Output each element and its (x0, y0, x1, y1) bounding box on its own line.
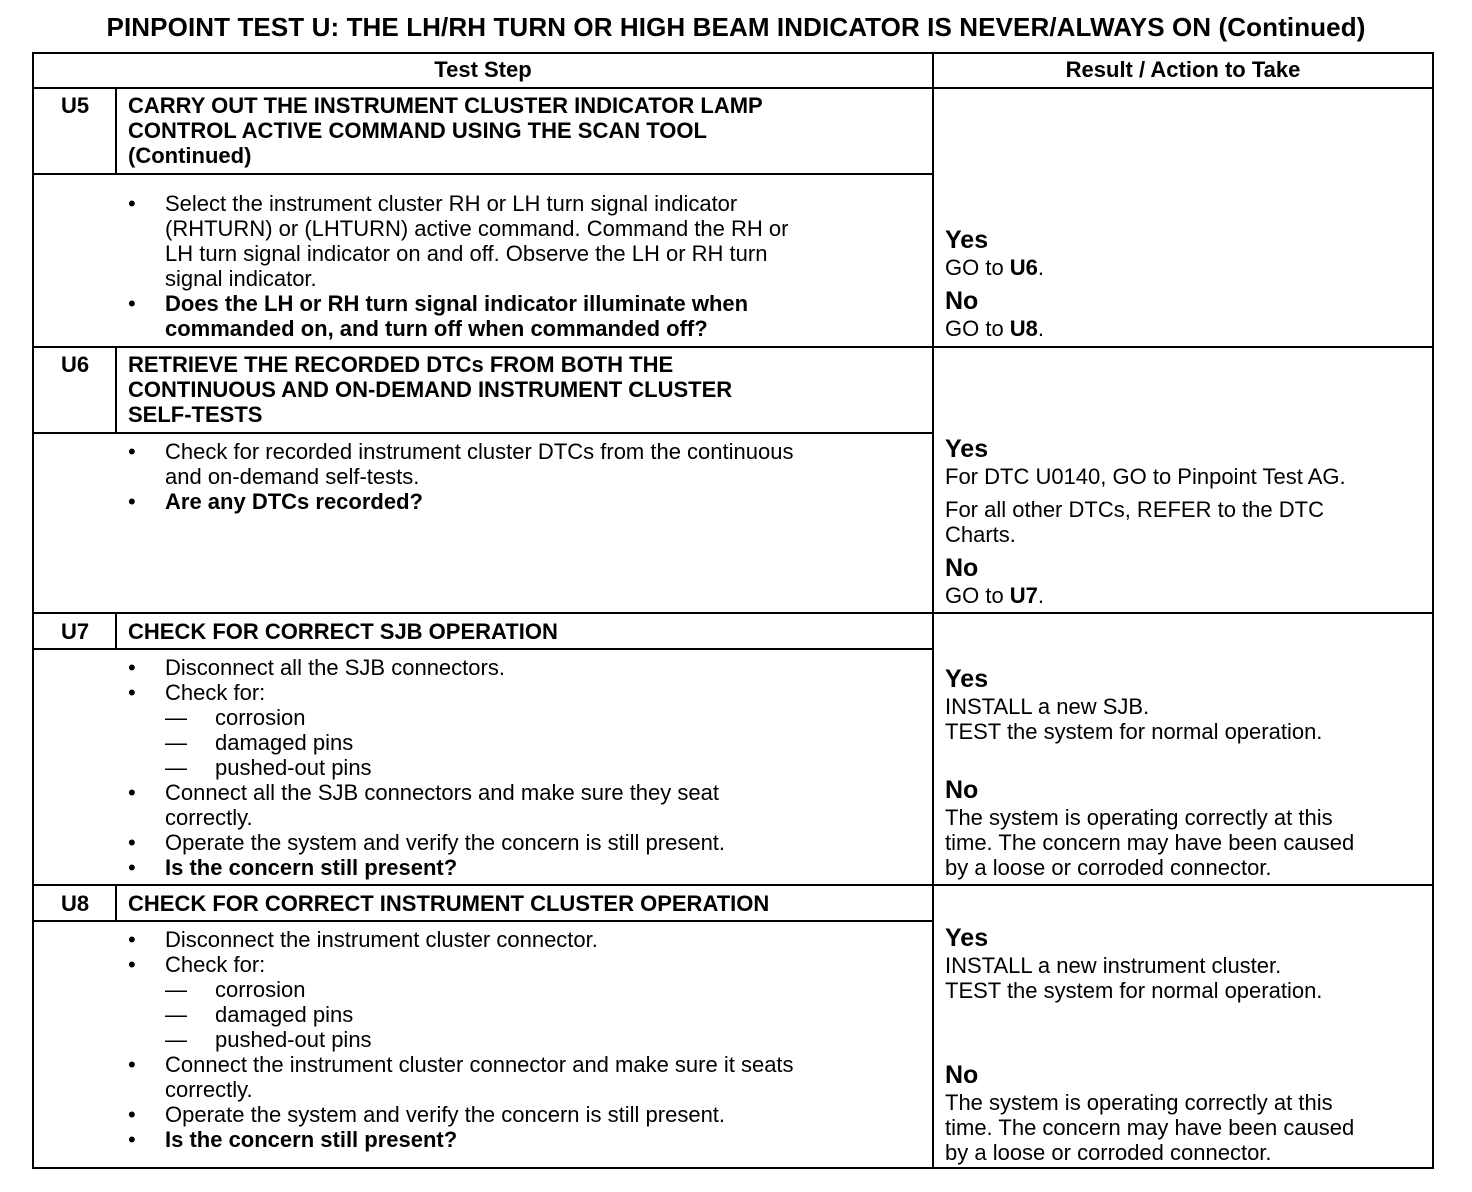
u8-no-action-1: The system is operating correctly at this (945, 1090, 1333, 1115)
u7-instruction-3-line2: correctly. (165, 805, 253, 830)
step-heading-u6-line2: CONTINUOUS AND ON-DEMAND INSTRUMENT CLUSTER (128, 377, 733, 402)
step-id-u8: U8 (60, 891, 90, 916)
header-divider (32, 87, 1434, 89)
u7-instruction-1: Disconnect all the SJB connectors. (165, 655, 505, 680)
u7-instruction-4: Operate the system and verify the concern is still present. (165, 830, 726, 855)
bullet-marker: • (128, 191, 136, 216)
table-border-bottom (32, 1167, 1434, 1169)
u5-yes-action-text: GO to (945, 255, 1010, 280)
header-test-step: Test Step (434, 57, 532, 82)
u7-yes-action-2: TEST the system for normal operation. (945, 719, 1323, 744)
u7-question: Is the concern still present? (165, 855, 458, 880)
u5-instruction-line4: signal indicator. (165, 266, 317, 291)
bullet-marker: • (128, 1052, 136, 1077)
step-heading-u6-line1: RETRIEVE THE RECORDED DTCs FROM BOTH THE (128, 352, 674, 377)
dash-marker: — (165, 1002, 187, 1027)
u8-instruction-3-line2: correctly. (165, 1077, 253, 1102)
u7-no-action-3: by a loose or corroded connector. (945, 855, 1272, 880)
row-divider-u7 (32, 612, 1434, 614)
u7-check-1: corrosion (215, 705, 306, 730)
u6-yes-action-2-line2: Charts. (945, 522, 1016, 547)
u6-yes-action-1: For DTC U0140, GO to Pinpoint Test AG. (945, 464, 1346, 489)
u5-instruction-line3: LH turn signal indicator on and off. Observe the LH or RH turn (165, 241, 768, 266)
bullet-marker: • (128, 952, 136, 977)
u8-no-action-3: by a loose or corroded connector. (945, 1140, 1272, 1165)
bullet-marker: • (128, 655, 136, 680)
row-divider-u6 (32, 346, 1434, 348)
table-border-left (32, 52, 34, 1169)
u7-check-2: damaged pins (215, 730, 354, 755)
u7-instruction-2: Check for: (165, 680, 266, 705)
u6-instruction-line2: and on-demand self-tests. (165, 464, 420, 489)
step-id-u5: U5 (60, 93, 90, 118)
u8-yes-action-2: TEST the system for normal operation. (945, 978, 1323, 1003)
heading-divider-u7 (32, 648, 934, 650)
bullet-marker: • (128, 927, 136, 952)
u8-check-2: damaged pins (215, 1002, 354, 1027)
u8-no-label: No (945, 1061, 979, 1089)
u6-yes-label: Yes (945, 435, 989, 463)
u6-no-label: No (945, 554, 979, 582)
step-id-u7: U7 (60, 619, 90, 644)
u7-yes-action-1: INSTALL a new SJB. (945, 694, 1150, 719)
table-border-top (32, 52, 1434, 54)
u8-instruction-1: Disconnect the instrument cluster connector. (165, 927, 598, 952)
u5-no-label: No (945, 287, 979, 315)
u8-no-action-2: time. The concern may have been caused (945, 1115, 1355, 1140)
u6-no-action (945, 583, 1044, 608)
u7-yes-label: Yes (945, 665, 989, 693)
heading-divider-u5 (32, 173, 934, 175)
bullet-marker: • (128, 439, 136, 464)
u8-instruction-4: Operate the system and verify the concern is still present. (165, 1102, 726, 1127)
step-heading-u5-line1: CARRY OUT THE INSTRUMENT CLUSTER INDICATOR LAMP (128, 93, 763, 118)
step-heading-u5-line2: CONTROL ACTIVE COMMAND USING THE SCAN TOOL (128, 118, 707, 143)
table-border-right (1432, 52, 1434, 1169)
step-id-u6: U6 (60, 352, 90, 377)
dash-marker: — (165, 1027, 187, 1052)
u6-yes-action-2-line1: For all other DTCs, REFER to the DTC (945, 497, 1324, 522)
heading-divider-u8 (32, 920, 934, 922)
u5-instruction-line1: Select the instrument cluster RH or LH turn signal indicator (165, 191, 738, 216)
u5-yes-post: . (1037, 255, 1045, 280)
u6-no-ref: U7 (1009, 583, 1038, 608)
u5-yes-ref: U6 (1009, 255, 1038, 280)
u5-no-post: . (1037, 316, 1045, 341)
u6-question: Are any DTCs recorded? (165, 489, 423, 514)
u6-no-post: . (1037, 583, 1045, 608)
header-result: Result / Action to Take (1065, 57, 1301, 82)
u5-instruction-line2: (RHTURN) or (LHTURN) active command. Command the RH or (165, 216, 789, 241)
u7-no-label: No (945, 776, 979, 804)
u8-question: Is the concern still present? (165, 1127, 458, 1152)
dash-marker: — (165, 977, 187, 1002)
u7-instruction-3-line1: Connect all the SJB connectors and make sure they seat (165, 780, 719, 805)
u8-yes-action-1: INSTALL a new instrument cluster. (945, 953, 1282, 978)
u8-check-1: corrosion (215, 977, 306, 1002)
u5-no-action-text: GO to (945, 316, 1010, 341)
bullet-marker: • (128, 1127, 136, 1152)
row-divider-u8 (32, 884, 1434, 886)
heading-divider-u6 (32, 432, 934, 434)
u5-question-line2: commanded on, and turn off when commanded off? (165, 316, 708, 341)
step-heading-u6-line3: SELF-TESTS (128, 402, 263, 427)
dash-marker: — (165, 730, 187, 755)
bullet-marker: • (128, 680, 136, 705)
bullet-marker: • (128, 489, 136, 514)
page-title: PINPOINT TEST U: THE LH/RH TURN OR HIGH BEAM INDICATOR IS NEVER/ALWAYS ON (Continued) (106, 12, 1366, 42)
step-heading-u5-line3: (Continued) (128, 143, 252, 168)
bullet-marker: • (128, 830, 136, 855)
u8-check-3: pushed-out pins (215, 1027, 372, 1052)
u7-no-action-1: The system is operating correctly at this (945, 805, 1333, 830)
dash-marker: — (165, 755, 187, 780)
u5-no-action (945, 316, 1044, 341)
u5-question-line1: Does the LH or RH turn signal indicator illuminate when (165, 291, 749, 316)
step-heading-u7: CHECK FOR CORRECT SJB OPERATION (128, 619, 558, 644)
u6-instruction-line1: Check for recorded instrument cluster DTCs from the continuous (165, 439, 794, 464)
bullet-marker: • (128, 855, 136, 880)
bullet-marker: • (128, 291, 136, 316)
dash-marker: — (165, 705, 187, 730)
u7-check-3: pushed-out pins (215, 755, 372, 780)
u8-instruction-3-line1: Connect the instrument cluster connector and make sure it seats (165, 1052, 794, 1077)
bullet-marker: • (128, 1102, 136, 1127)
step-heading-u8: CHECK FOR CORRECT INSTRUMENT CLUSTER OPERATION (128, 891, 770, 916)
u5-yes-label: Yes (945, 226, 989, 254)
u7-no-action-2: time. The concern may have been caused (945, 830, 1355, 855)
bullet-marker: • (128, 780, 136, 805)
u8-instruction-2: Check for: (165, 952, 266, 977)
u5-yes-action (945, 255, 1044, 280)
u8-yes-label: Yes (945, 924, 989, 952)
column-divider (932, 52, 934, 1169)
u5-no-ref: U8 (1009, 316, 1038, 341)
u6-no-action-text: GO to (945, 583, 1010, 608)
